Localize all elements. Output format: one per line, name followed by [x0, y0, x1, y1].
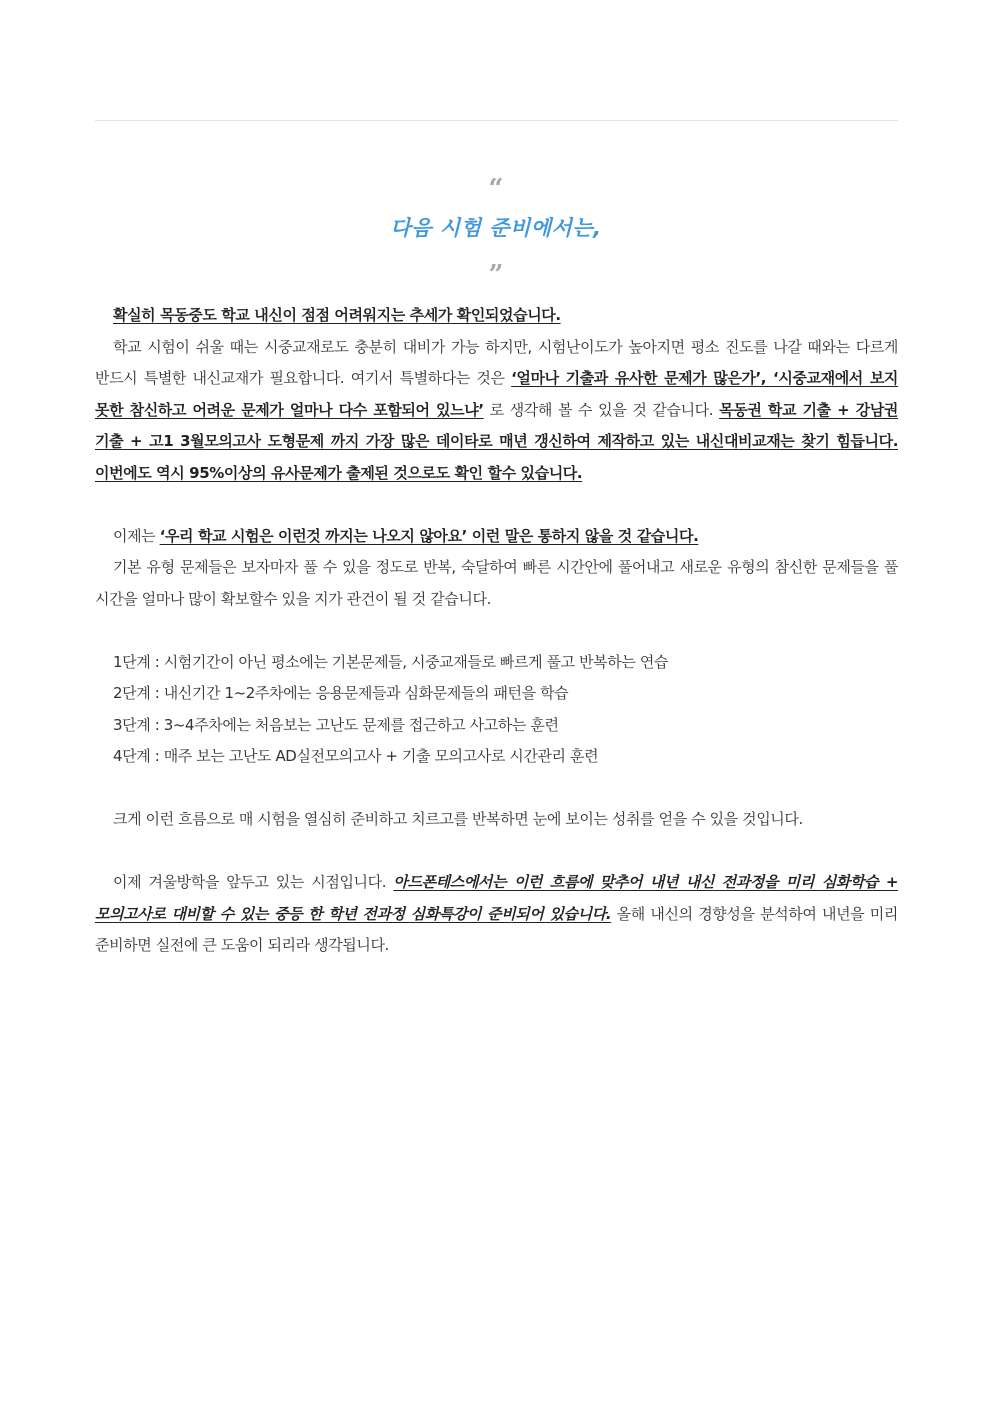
paragraph-trend	[95, 300, 898, 332]
steps-list	[95, 647, 898, 773]
winter-lead: 이제 겨울방학을 앞두고 있는 시점입니다.	[113, 873, 394, 891]
materials-text-b: 로 생각해 볼 수 있을 것 같습니다.	[483, 400, 720, 419]
materials-text-a: 학교 시험이 쉬울 때는 시중교재로도 충분히 대비가 가능 하지만, 시험난이도가 높아지면 평소 진도를 나갈 때와는 다르게 반드시 특별한 내신교재가 필요합니다. 여기서 특별하다는 것은	[95, 337, 898, 387]
step-item: 4단계 : 매주 보는 고난도 AD실전모의고사 + 기출 모의고사로 시간관리 훈련	[113, 747, 599, 765]
close-quote-icon: ”	[488, 260, 504, 290]
open-quote-icon: “	[488, 174, 504, 204]
step-item: 3단계 : 3~4주차에는 처음보는 고난도 문제를 접근하고 사고하는 훈련	[113, 715, 559, 734]
spacer	[95, 489, 898, 521]
paragraph-flow	[95, 804, 898, 836]
article-body	[95, 300, 898, 962]
headline: 다음 시험 준비에서는,	[390, 216, 602, 240]
materials-emphasis-a: ‘얼마나 기출과 유사한 문제가 많은가’, ‘시중교재에서 보지 못한 참신하고 어려운 문제가 얼마나 다수 포함되어 있느냐’	[95, 369, 899, 419]
school-exam-emphasis: ‘우리 학교 시험은 이런것 까지는 나오지 않아요’ 이런 말은 통하지 않을 것 같습니다.	[159, 526, 699, 545]
winter-tail: 올해 내신의 경향성을 분석하여 내년을 미리 준비하면 실전에 큰 도움이 되리라 생각됩니다.	[95, 904, 898, 954]
spacer	[95, 836, 898, 868]
step-item: 2단계 : 내신기간 1~2주차에는 응용문제들과 심화문제들의 패턴을 학습	[113, 684, 569, 702]
trend-emphasis: 확실히 목동중도 학교 내신이 점점 어려워지는 추세가 확인되었습니다.	[113, 306, 561, 324]
paragraph-winter	[95, 867, 898, 962]
spacer	[95, 773, 898, 805]
practice-text: 기본 유형 문제들은 보자마자 풀 수 있을 정도로 반복, 숙달하여 빠른 시간안에 풀어내고 새로운 유형의 참신한 문제들을 풀 시간을 얼마나 많이 확보할수 있을 지가 관건이 될 것 같습니다.	[95, 558, 898, 608]
materials-emphasis-b: 목동권 학교 기출 + 강남권 기출 + 고1 3월모의고사 도형문제 까지 가장 많은 데이타로 매년 갱신하여 제작하고 있는 내신대비교재는 찾기 힘듭니다. 이번에도 역시 95%이상의 유사문제가 출제된 것으로도 확인 할수 있습니다.	[95, 400, 899, 482]
paragraph-materials	[95, 332, 898, 490]
top-divider	[95, 120, 898, 121]
winter-emphasis: 아드폰테스에서는 이런 흐름에 맞추어 내년 내신 전과정을 미리 심화학습 + 모의고사로 대비할 수 있는 중등 한 학년 전과정 심화특강이 준비되어 있습니다.	[95, 873, 898, 923]
step-item: 1단계 : 시험기간이 아닌 평소에는 기본문제들, 시중교재들로 빠르게 풀고 반복하는 연습	[113, 652, 668, 671]
paragraph-practice	[95, 552, 898, 615]
spacer	[95, 615, 898, 647]
paragraph-school-exam	[95, 521, 898, 553]
school-exam-lead: 이제는	[113, 526, 160, 545]
flow-text: 크게 이런 흐름으로 매 시험을 열심히 준비하고 치르고를 반복하면 눈에 보이는 성취를 얻을 수 있을 것입니다.	[113, 810, 803, 828]
